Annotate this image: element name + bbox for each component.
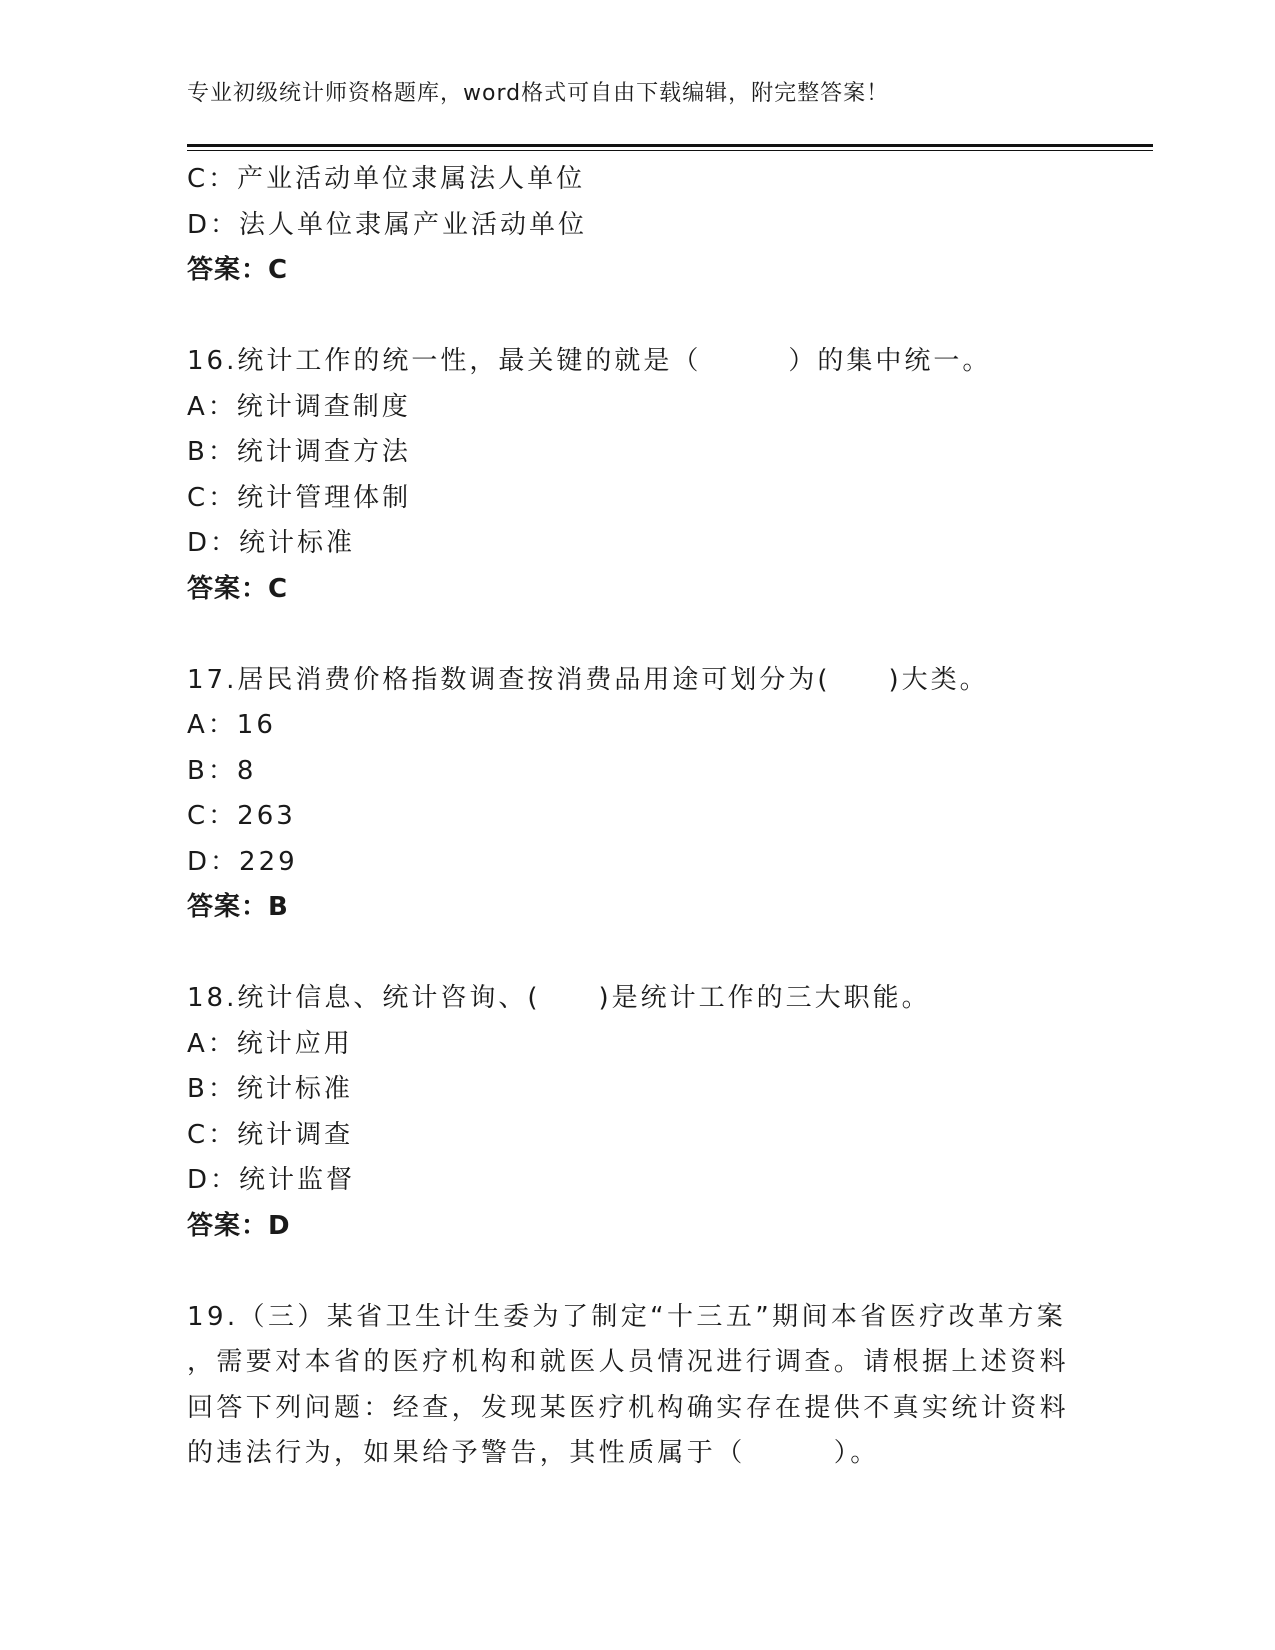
question-text-line: 回答下列问题：经查，发现某医疗机构确实存在提供不真实统计资料 — [187, 1392, 1070, 1423]
answer-line: 答案：C — [187, 573, 289, 604]
answer-line: 答案：D — [187, 1210, 291, 1241]
question-19 — [187, 1295, 1087, 1477]
spacer — [187, 294, 1087, 340]
option-c: C：263 — [187, 801, 296, 831]
option-b: B：8 — [187, 755, 257, 786]
question-17 — [187, 658, 1087, 931]
question-text: 17.居民消费价格指数调查按消费品用途可划分为( )大类。 — [187, 664, 989, 695]
option-d: D：法人单位隶属产业活动单位 — [187, 209, 588, 240]
option-c: C：统计管理体制 — [187, 482, 412, 513]
option-b: B：统计调查方法 — [187, 437, 411, 467]
question-18 — [187, 976, 1087, 1249]
question-text-line: 的违法行为，如果给予警告，其性质属于（ ）。 — [187, 1438, 880, 1468]
question-text-line: 19.（三）某省卫生计生委为了制定“十三五”期间本省医疗改革方案 — [187, 1301, 1067, 1332]
option-d: D：统计监督 — [187, 1165, 356, 1195]
question-text: 18.统计信息、统计咨询、( )是统计工作的三大职能。 — [187, 983, 931, 1013]
question-text-line: ，需要对本省的医疗机构和就医人员情况进行调查。请根据上述资料 — [187, 1347, 1070, 1377]
page-header: 专业初级统计师资格题库，word格式可自由下载编辑，附完整答案！ — [187, 81, 890, 106]
document-body — [187, 157, 1087, 1477]
option-b: B：统计标准 — [187, 1074, 353, 1104]
option-a: A：统计应用 — [187, 1028, 353, 1059]
header-rule-thick — [187, 144, 1153, 147]
spacer — [187, 612, 1087, 658]
question-16 — [187, 339, 1087, 612]
option-c: C：产业活动单位隶属法人单位 — [187, 164, 586, 194]
question-text: 16.统计工作的统一性，最关键的就是（ ）的集中统一。 — [187, 346, 992, 376]
header-rule-thin — [187, 150, 1153, 151]
question-partial — [187, 157, 1087, 294]
option-a: A：16 — [187, 710, 276, 740]
answer-line: 答案：C — [187, 255, 289, 285]
spacer — [187, 931, 1087, 977]
option-c: C：统计调查 — [187, 1119, 354, 1150]
spacer — [187, 1249, 1087, 1295]
option-a: A：统计调查制度 — [187, 391, 411, 422]
option-d: D：229 — [187, 846, 298, 877]
answer-line: 答案：B — [187, 892, 289, 922]
option-d: D：统计标准 — [187, 528, 356, 558]
